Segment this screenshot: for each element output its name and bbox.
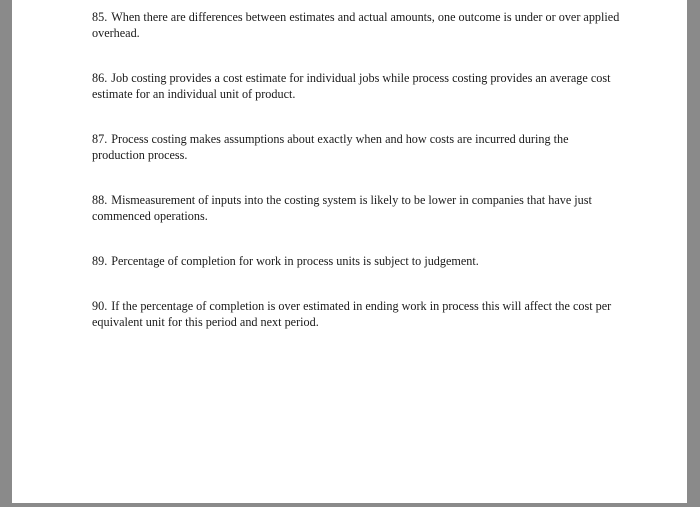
- question-text: Job costing provides a cost estimate for individual jobs while process costing provides an average cost estimate for an individual unit of product.: [92, 71, 611, 101]
- question-89: [92, 253, 622, 269]
- question-number: 86.: [92, 71, 108, 85]
- question-number: 85.: [92, 10, 108, 24]
- question-90: [92, 298, 622, 330]
- question-87: [92, 131, 622, 163]
- question-88: [92, 192, 622, 224]
- question-number: 87.: [92, 132, 108, 146]
- question-number: 88.: [92, 193, 108, 207]
- question-text: If the percentage of completion is over estimated in ending work in process this will affect the cost per equivalent unit for this period and next period.: [92, 299, 612, 329]
- question-text: Process costing makes assumptions about exactly when and how costs are incurred during the production process.: [92, 132, 569, 162]
- question-86: [92, 70, 622, 102]
- question-number: 90.: [92, 299, 108, 313]
- document-page: [12, 0, 687, 503]
- question-text: Mismeasurement of inputs into the costing system is likely to be lower in companies that have just commenced operations.: [92, 193, 592, 223]
- question-85: [92, 9, 622, 41]
- question-text: When there are differences between estimates and actual amounts, one outcome is under or over applied overhead.: [92, 10, 620, 40]
- question-text: Percentage of completion for work in process units is subject to judgement.: [111, 254, 479, 268]
- question-number: 89.: [92, 254, 108, 268]
